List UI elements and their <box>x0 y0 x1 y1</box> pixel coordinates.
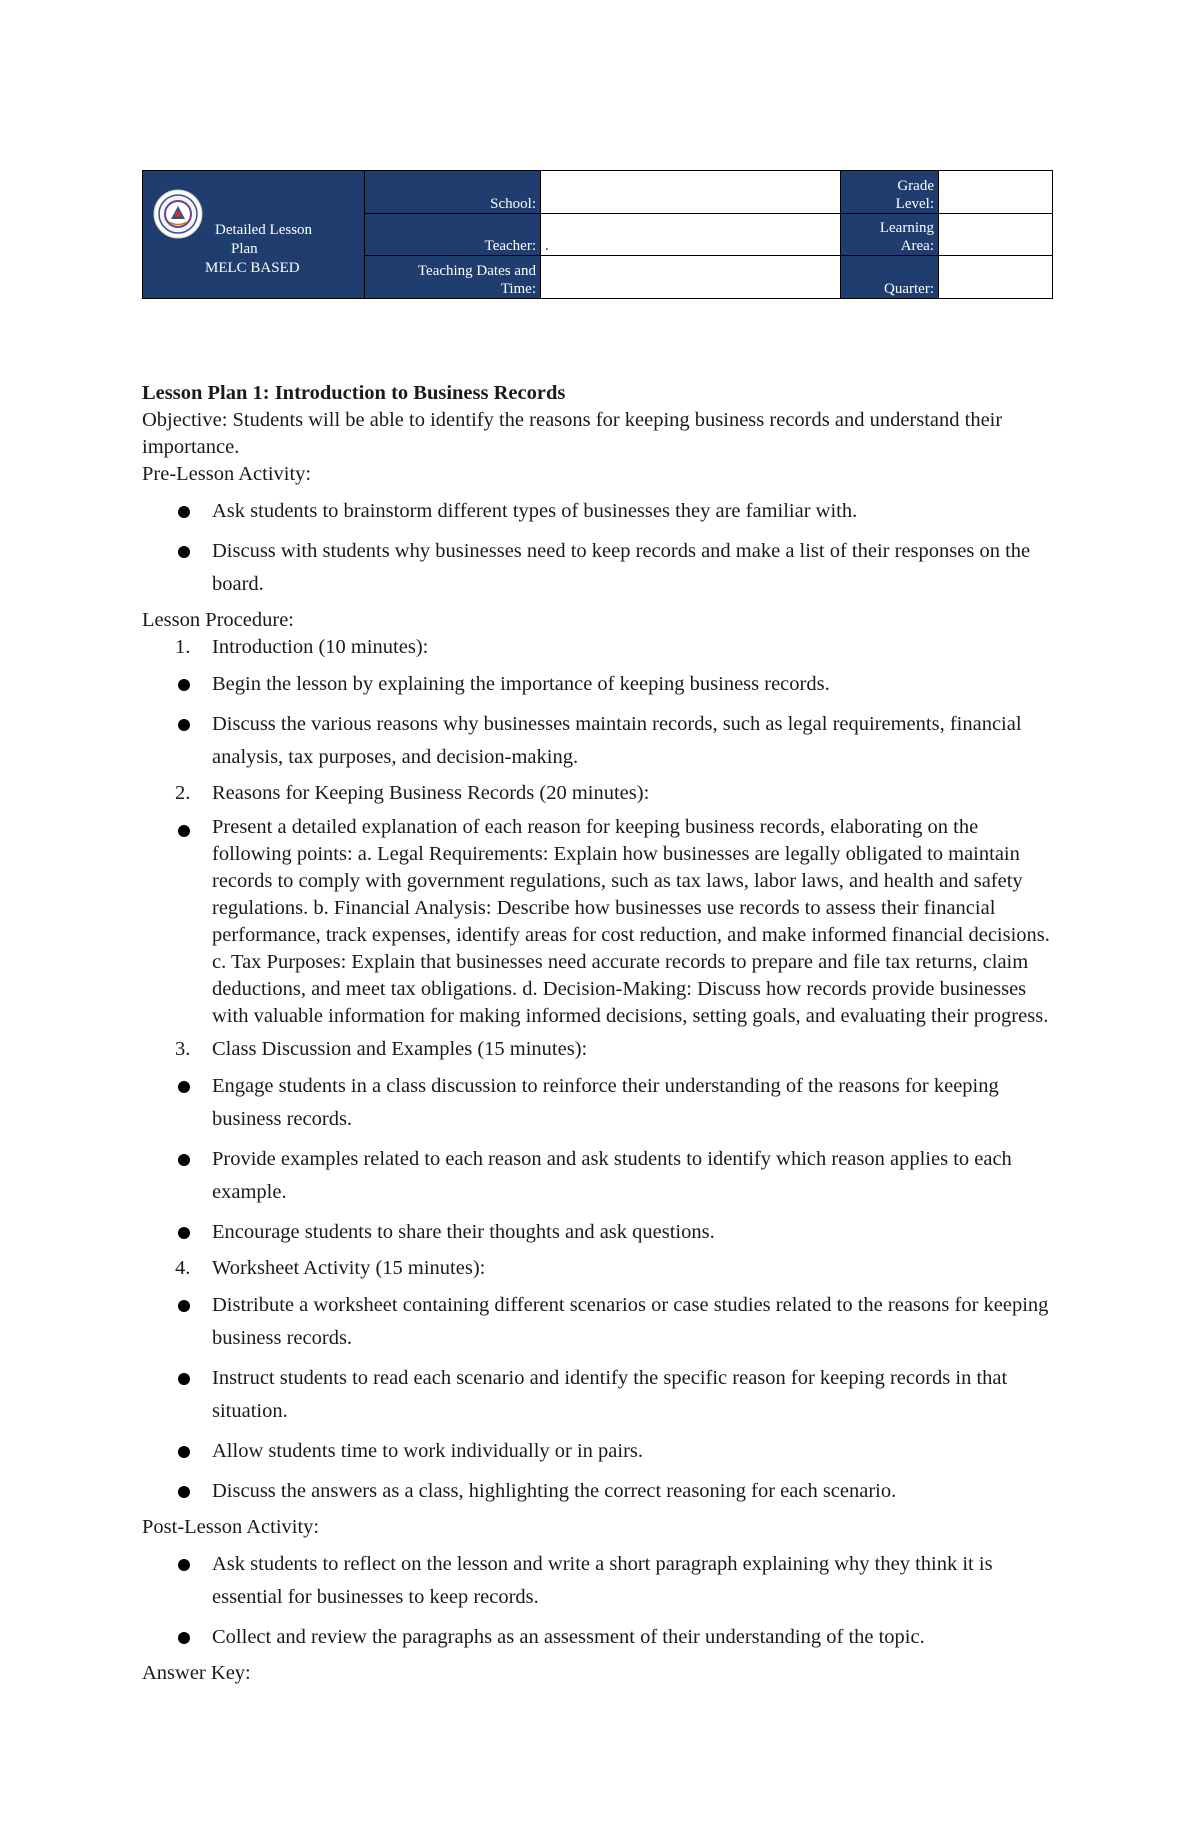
school-value-cell <box>541 171 841 214</box>
area-label-cell <box>841 214 939 256</box>
list-item <box>142 1070 1062 1136</box>
dates-label-line1: Teaching Dates and <box>417 263 536 279</box>
post-lesson-list <box>142 1548 1062 1654</box>
step-number: 3. <box>175 1038 191 1060</box>
step-item-text: Encourage students to share their thoughts and ask questions. <box>212 1221 715 1243</box>
quarter-label-cell <box>841 256 939 299</box>
step-item-text: Provide examples related to each reason and ask students to identify which reason applies to each example. <box>212 1148 1012 1203</box>
bullet-icon <box>178 1446 190 1458</box>
deped-seal-icon <box>153 189 203 239</box>
list-item <box>142 1216 1062 1249</box>
list-item <box>142 495 1062 528</box>
answer-key-label: Answer Key: <box>142 1662 251 1684</box>
pre-lesson-list <box>142 495 1062 601</box>
step-list <box>142 1070 1062 1249</box>
step-label: Introduction (10 minutes): <box>212 636 429 658</box>
list-item <box>142 1548 1062 1614</box>
bullet-icon <box>178 1486 190 1498</box>
post-item-text: Ask students to reflect on the lesson and write a short paragraph explaining why they think it is essential for businesses to keep records. <box>212 1553 993 1608</box>
bullet-icon <box>178 1300 190 1312</box>
step-label: Class Discussion and Examples (15 minutes): <box>212 1038 588 1060</box>
teacher-value: . <box>545 238 549 254</box>
list-item <box>142 535 1062 601</box>
bullet-icon <box>178 1373 190 1385</box>
step-number: 2. <box>175 782 191 804</box>
teacher-label-cell <box>365 214 541 256</box>
bullet-icon <box>178 679 190 691</box>
procedure-label: Lesson Procedure: <box>142 609 294 631</box>
teacher-label: Teacher: <box>484 238 536 254</box>
step-item-text: Discuss the various reasons why businesses maintain records, such as legal requirements, financial analysis, tax purposes, and decision-making. <box>212 713 1022 768</box>
bullet-icon <box>178 719 190 731</box>
grade-label-cell <box>841 171 939 214</box>
dates-label-cell <box>365 256 541 299</box>
area-label-line2: Area: <box>900 238 934 254</box>
procedure-step <box>142 780 1062 807</box>
grade-value-cell <box>939 171 1053 214</box>
list-item <box>142 1362 1062 1428</box>
step-item-text: Begin the lesson by explaining the importance of keeping business records. <box>212 673 830 695</box>
step-item-text: Allow students time to work individually or in pairs. <box>212 1440 644 1462</box>
step-number: 1. <box>175 636 191 658</box>
grade-label-line2: Level: <box>895 196 934 212</box>
step-label: Worksheet Activity (15 minutes): <box>212 1257 486 1279</box>
area-value-cell <box>939 214 1053 256</box>
bullet-icon <box>178 825 190 837</box>
step-item-text: Discuss the answers as a class, highlighting the correct reasoning for each scenario. <box>212 1480 897 1502</box>
pre-item-text: Discuss with students why businesses need to keep records and make a list of their responses on the board. <box>212 540 1031 595</box>
dates-label-line2: Time: <box>500 281 536 297</box>
lesson-header-table <box>142 170 1053 299</box>
bullet-icon <box>178 1632 190 1644</box>
post-lesson-label: Post-Lesson Activity: <box>142 1516 320 1538</box>
step-label: Reasons for Keeping Business Records (20 minutes): <box>212 782 650 804</box>
brand-line-1: Detailed Lesson <box>215 222 313 238</box>
list-item <box>142 1435 1062 1468</box>
bullet-icon <box>178 506 190 518</box>
pre-item-text: Ask students to brainstorm different types of businesses they are familiar with. <box>212 500 858 522</box>
procedure-step <box>142 634 1062 661</box>
bullet-icon <box>178 1559 190 1571</box>
step-list <box>142 814 1062 1030</box>
list-item <box>142 708 1062 774</box>
step-item-text: Instruct students to read each scenario and identify the specific reason for keeping records in that situation. <box>212 1367 1008 1422</box>
list-item <box>142 1289 1062 1355</box>
list-item <box>142 1621 1062 1654</box>
step-item-text: Distribute a worksheet containing different scenarios or case studies related to the reasons for keeping business records. <box>212 1294 1049 1349</box>
teacher-value-cell <box>541 214 841 256</box>
step-item-text: Present a detailed explanation of each reason for keeping business records, elaborating on the following points: a. Legal Requirements: Explain how businesses are legally obligated to maintain records to comply with government regulations, such as tax laws, labor laws, and health and safety regulations. b. Financial Analysis: Describe how businesses use records to assess their financial performance, track expenses, identify areas for cost reduction, and make informed financial decisions. c. Tax Purposes: Explain that businesses need accurate records to prepare and file tax returns, claim deductions, and meet tax obligations. d. Decision-Making: Discuss how records provide businesses with valuable information for making informed decisions, setting goals, and evaluating their progress. <box>212 816 1050 1027</box>
header-brand-cell <box>143 171 365 299</box>
school-label-cell <box>365 171 541 214</box>
quarter-value-cell <box>939 256 1053 299</box>
pre-lesson-label: Pre-Lesson Activity: <box>142 463 312 485</box>
lesson-content <box>142 380 1062 1687</box>
list-item <box>142 668 1062 701</box>
bullet-icon <box>178 1154 190 1166</box>
list-item <box>142 1143 1062 1209</box>
step-list <box>142 1289 1062 1508</box>
bullet-icon <box>178 1227 190 1239</box>
lesson-title: Lesson Plan 1: Introduction to Business Records <box>142 382 566 404</box>
brand-line-2: Plan <box>231 241 258 257</box>
bullet-icon <box>178 1081 190 1093</box>
quarter-label: Quarter: <box>884 281 934 297</box>
step-number: 4. <box>175 1257 191 1279</box>
lesson-objective: Objective: Students will be able to identify the reasons for keeping business records and understand their importance. <box>142 409 1003 458</box>
post-item-text: Collect and review the paragraphs as an assessment of their understanding of the topic. <box>212 1626 925 1648</box>
procedure-step <box>142 1036 1062 1063</box>
step-item-text: Engage students in a class discussion to reinforce their understanding of the reasons for keeping business records. <box>212 1075 999 1130</box>
school-label: School: <box>490 196 536 212</box>
procedure-step <box>142 1255 1062 1282</box>
list-item <box>142 1475 1062 1508</box>
bullet-icon <box>178 546 190 558</box>
grade-label-line1: Grade <box>897 178 934 194</box>
dates-value-cell <box>541 256 841 299</box>
brand-line-3: MELC BASED <box>205 260 300 276</box>
list-item <box>142 814 1062 1030</box>
step-list <box>142 668 1062 774</box>
area-label-line1: Learning <box>879 220 934 236</box>
